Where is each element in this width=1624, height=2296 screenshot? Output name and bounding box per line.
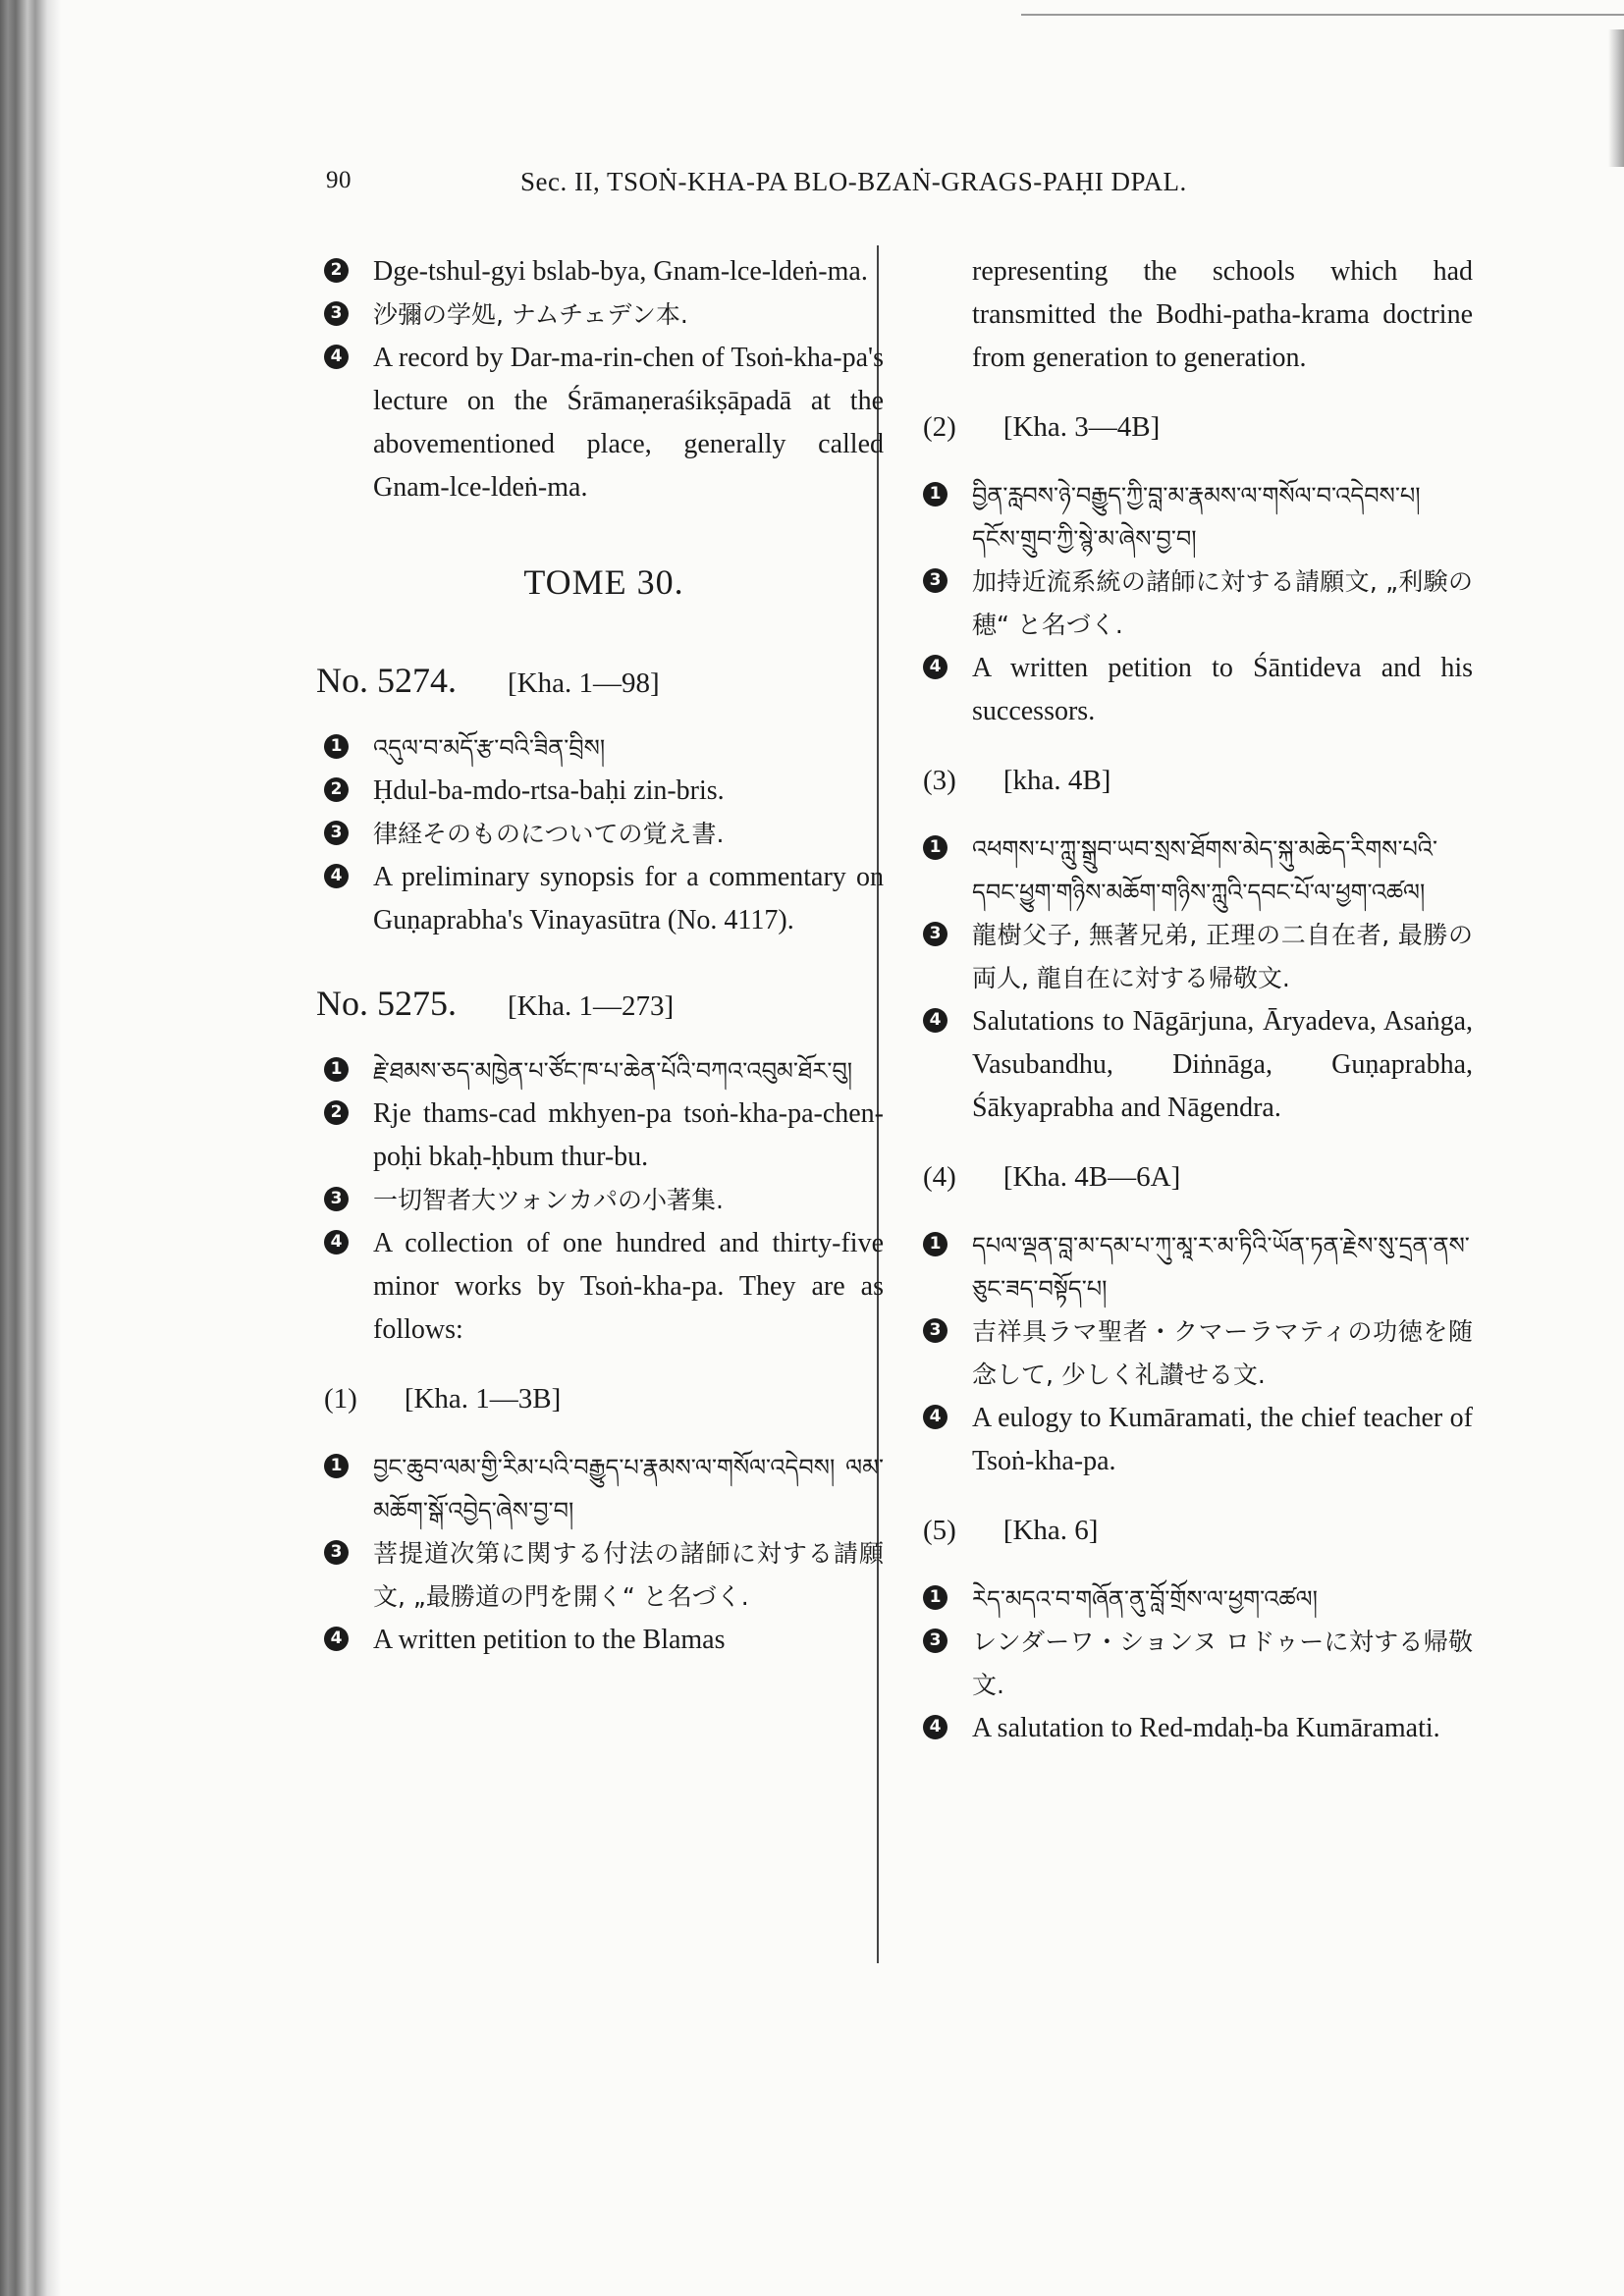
item-number-badge: 3 xyxy=(324,301,349,326)
item-number-badge: 4 xyxy=(324,864,349,888)
item-number-badge: 1 xyxy=(923,835,947,860)
right-column xyxy=(923,250,1473,1750)
item-number-badge: 1 xyxy=(324,1454,349,1478)
subsection-reference: [kha. 4B] xyxy=(1002,765,1111,796)
item-text-japanese: レンダーワ・ションヌ ロドゥーに対する帰敬文. xyxy=(972,1628,1473,1699)
list-item xyxy=(324,1619,884,1662)
item-number-badge: 4 xyxy=(324,1627,349,1651)
scan-edge-line xyxy=(1021,14,1624,16)
entry-reference: [Kha. 1—98] xyxy=(508,667,660,699)
item-text-japanese: 沙彌の学処, ナムチェデン本. xyxy=(373,300,688,329)
item-text: Ḥdul-ba-mdo-rtsa-baḥi zin-bris. xyxy=(373,775,725,806)
list-item xyxy=(324,1222,884,1352)
entry-number: No. 5275. xyxy=(316,984,457,1023)
item-text-japanese: 律経そのものについての覚え書. xyxy=(373,820,725,848)
subsection-label: (4) xyxy=(923,1161,956,1193)
item-number-badge: 4 xyxy=(324,345,349,369)
item-text-japanese: 龍樹父子, 無著兄弟, 正理の二自在者, 最勝の両人, 龍自在に対する帰敬文. xyxy=(972,921,1473,992)
item-text-tibetan: བྱང་ཆུབ་ལམ་གྱི་རིམ་པའི་བརྒྱུད་པ་རྣམས་ལ་གསོལ་འདེབས། ལམ་མཆོག་སྒོ་འབྱེད་ཞེས་བྱ་བ། xyxy=(373,1454,884,1524)
item-number-badge: 3 xyxy=(324,1187,349,1211)
list-item xyxy=(923,1310,1473,1397)
list-item xyxy=(923,828,1473,914)
item-text: A written petition to the Blamas xyxy=(373,1625,726,1655)
subsection-label: (3) xyxy=(923,765,956,796)
list-item xyxy=(324,856,884,942)
item-text-tibetan: རྗེ་ཐམས་ཅད་མཁྱེན་པ་ཙོང་ཁ་པ་ཆེན་པོའི་བཀའ་འབུམ་ཐོར་བུ། xyxy=(373,1057,853,1085)
item-number-badge: 3 xyxy=(923,922,947,946)
subsection-heading xyxy=(923,1155,1473,1199)
item-number-badge: 2 xyxy=(324,258,349,283)
item-number-badge: 1 xyxy=(923,1585,947,1610)
list-item xyxy=(324,726,884,770)
item-text: Dge-tshul-gyi bslab-bya, Gnam-lce-ldeṅ-ma. xyxy=(373,256,868,287)
subsection-reference: [Kha. 6] xyxy=(1002,1515,1099,1546)
list-item xyxy=(324,1532,884,1619)
item-text-tibetan: འཕགས་པ་ཀླུ་སྒྲུབ་ཡབ་སྲས་ཐོགས་མེད་སྐུ་མཆེད་རིགས་པའི་དབང་ཕྱུག་གཉིས་མཆོག་གཉིས་ཀླུའི་དབང་པོ་ལ་ཕྱག་འཚལ། xyxy=(972,835,1438,906)
item-text: A eulogy to Kumāramati, the chief teacher of Tsoṅ-kha-pa. xyxy=(972,1403,1473,1476)
item-number-badge: 1 xyxy=(923,1232,947,1256)
item-number-badge: 1 xyxy=(923,482,947,507)
scan-edge-right xyxy=(1608,29,1624,167)
entry-heading xyxy=(316,982,884,1028)
tome-heading: TOME 30. xyxy=(523,562,684,602)
item-number-badge: 1 xyxy=(324,1057,349,1082)
item-text-japanese: 吉祥具ラマ聖者・クマーラマティの功徳を随念して, 少しく礼讃せる文. xyxy=(972,1317,1473,1389)
item-number-badge: 4 xyxy=(923,1715,947,1739)
item-number-badge: 4 xyxy=(923,655,947,679)
item-number-badge: 1 xyxy=(324,734,349,759)
list-item xyxy=(923,914,1473,1000)
subsection-heading xyxy=(324,1377,884,1420)
list-item xyxy=(923,474,1473,561)
item-text: representing the schools which had transmitted the Bodhi-patha-krama doctrine from generation to generation. xyxy=(972,256,1473,373)
entry-heading xyxy=(316,659,884,705)
item-number-badge: 3 xyxy=(923,1629,947,1653)
subsection-heading xyxy=(923,759,1473,802)
subsection-label: (1) xyxy=(324,1383,357,1415)
list-item xyxy=(324,294,884,337)
item-text-japanese: 加持近流系統の諸師に対する請願文, „利験の穂“ と名づく. xyxy=(972,567,1473,639)
page-number: 90 xyxy=(326,167,352,193)
running-head: Sec. II, TSOṄ-KHA-PA BLO-BZAṄ-GRAGS-PAḤI DPAL. xyxy=(520,167,1187,196)
list-item xyxy=(923,1707,1473,1750)
item-number-badge: 4 xyxy=(324,1230,349,1255)
item-text: A preliminary synopsis for a commentary on Guṇaprabha's Vinayasūtra (No. 4117). xyxy=(373,862,884,935)
list-item xyxy=(324,1093,884,1179)
list-item xyxy=(923,1000,1473,1130)
subsection-reference: [Kha. 1—3B] xyxy=(404,1383,562,1415)
item-number-badge: 3 xyxy=(923,1318,947,1343)
entry-number: No. 5274. xyxy=(316,661,457,700)
item-text: Rje thams-cad mkhyen-pa tsoṅ-kha-pa-chen-poḥi bkaḥ-ḥbum thur-bu. xyxy=(373,1098,884,1172)
left-column xyxy=(316,250,884,1662)
item-text: A salutation to Red-mdaḥ-ba Kumāramati. xyxy=(972,1713,1440,1743)
list-item xyxy=(923,561,1473,647)
item-text-japanese: 菩提道次第に関する付法の諸師に対する請願文, „最勝道の門を開く“ と名づく. xyxy=(373,1539,884,1611)
page-header xyxy=(326,157,1435,196)
item-text-tibetan: འདུལ་བ་མདོ་རྩ་བའི་ཟིན་བྲིས། xyxy=(373,734,606,762)
subsection-label: (5) xyxy=(923,1515,956,1546)
list-item xyxy=(923,1577,1473,1621)
item-text: Salutations to Nāgārjuna, Āryadeva, Asaṅga, Vasubandhu, Diṅnāga, Guṇaprabha, Śākyaprabha and Nāgendra. xyxy=(972,1006,1473,1123)
item-number-badge: 3 xyxy=(324,821,349,845)
item-number-badge: 4 xyxy=(923,1008,947,1033)
list-item xyxy=(324,250,884,294)
list-item xyxy=(923,1397,1473,1483)
item-text-tibetan: རེད་མདའ་བ་གཞོན་ནུ་བློ་གྲོས་ལ་ཕྱག་འཚལ། xyxy=(972,1585,1318,1613)
list-item xyxy=(324,1179,884,1222)
item-text-tibetan: དཔལ་ལྡན་བླ་མ་དམ་པ་ཀུ་མཱ་ར་མ་ཏིའི་ཡོན་ཏན་རྗེས་སུ་དྲན་ནས་ཅུང་ཟད་བསྟོད་པ། xyxy=(972,1232,1470,1303)
list-item xyxy=(324,813,884,856)
item-number-badge: 3 xyxy=(324,1540,349,1565)
item-text-japanese: 一切智者大ツォンカパの小著集. xyxy=(373,1186,724,1214)
book-spine-shadow xyxy=(0,0,61,2296)
item-text-tibetan: བྱིན་རླབས་ཉེ་བརྒྱུད་ཀྱི་བླ་མ་རྣམས་ལ་གསོལ་བ་འདེབས་པ། དངོས་གྲུབ་ཀྱི་སྙེ་མ་ཞེས་བྱ་བ། xyxy=(972,482,1421,553)
item-number-badge: 4 xyxy=(923,1405,947,1429)
subsection-reference: [Kha. 3—4B] xyxy=(1002,411,1161,443)
item-text: A record by Dar-ma-rin-chen of Tsoṅ-kha-pa's lecture on the Śrāmaṇeraśikṣāpadā at the abovementioned place, generally called Gnam-lce-ldeṅ-ma. xyxy=(373,343,884,503)
continued-text xyxy=(923,250,1473,380)
subsection-heading xyxy=(923,1509,1473,1552)
list-item xyxy=(923,647,1473,733)
subsection-label: (2) xyxy=(923,411,956,443)
list-item xyxy=(324,1049,884,1093)
list-item xyxy=(324,770,884,813)
list-item xyxy=(923,1621,1473,1707)
item-text: A collection of one hundred and thirty-five minor works by Tsoṅ-kha-pa. They are as follows: xyxy=(373,1228,884,1345)
item-number-badge: 2 xyxy=(324,1100,349,1125)
entry-reference: [Kha. 1—273] xyxy=(508,990,675,1022)
list-item xyxy=(324,337,884,509)
item-number-badge: 2 xyxy=(324,777,349,802)
list-item xyxy=(324,1446,884,1532)
subsection-heading xyxy=(923,405,1473,449)
list-item xyxy=(923,1224,1473,1310)
subsection-reference: [Kha. 4B—6A] xyxy=(1002,1161,1181,1193)
item-text: A written petition to Śāntideva and his successors. xyxy=(972,653,1473,726)
item-number-badge: 3 xyxy=(923,568,947,593)
